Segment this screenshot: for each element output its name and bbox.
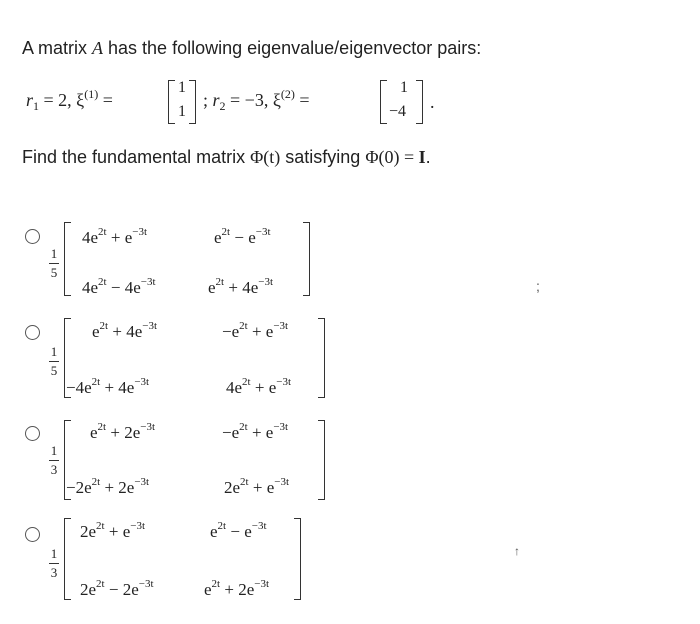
matrix-entry-22: $e^{2t} + 2e^{-3t}$ bbox=[204, 578, 270, 599]
matrix-right-bracket bbox=[294, 518, 301, 600]
question-intro: A matrix A has the following eigenvalue/eigenvector pairs: bbox=[22, 38, 482, 58]
matrix-right-bracket bbox=[318, 318, 325, 398]
vector2-entry-top: 1 bbox=[400, 79, 408, 96]
option-radio[interactable] bbox=[25, 426, 40, 441]
stray-mark: ; bbox=[536, 278, 540, 294]
matrix-entry-21: $-4e^{2t} + 4e^{-3t}$ bbox=[66, 376, 150, 397]
matrix-entry-21: $4e^{2t} - 4e^{-3t}$ bbox=[82, 276, 156, 297]
eigen-pairs: $r_1 = 2$, $\xi^{(1)}$ = bbox=[26, 87, 113, 113]
vector1-entry-top: 1 bbox=[178, 79, 186, 96]
vector2-entry-bottom: −4 bbox=[389, 103, 407, 120]
vector1-entry-bottom: 1 bbox=[178, 103, 186, 120]
matrix-entry-11: $4e^{2t} + e^{-3t}$ bbox=[82, 226, 148, 247]
matrix-symbol: A bbox=[92, 38, 104, 58]
matrix-left-bracket bbox=[64, 518, 71, 600]
option-coefficient: 1 3 bbox=[50, 546, 58, 580]
stray-mark: ↑ bbox=[514, 544, 520, 558]
matrix-entry-21: $2e^{2t} - 2e^{-3t}$ bbox=[80, 578, 154, 599]
matrix-entry-22: $4e^{2t} + e^{-3t}$ bbox=[226, 376, 292, 397]
option-coefficient: 1 5 bbox=[50, 344, 58, 378]
matrix-entry-12: $e^{2t} - e^{-3t}$ bbox=[210, 520, 267, 541]
matrix-entry-12: $-e^{2t} + e^{-3t}$ bbox=[222, 421, 289, 442]
question-prompt: Find the fundamental matrix Φ(t) satisfying Φ(0) = I. bbox=[22, 147, 431, 167]
option-radio[interactable] bbox=[25, 229, 40, 244]
matrix-entry-12: $e^{2t} - e^{-3t}$ bbox=[214, 226, 271, 247]
matrix-entry-22: $e^{2t} + 4e^{-3t}$ bbox=[208, 276, 274, 297]
option-coefficient: 1 5 bbox=[50, 246, 58, 280]
eigen-pairs-period: . bbox=[430, 92, 435, 112]
matrix-entry-11: $e^{2t} + 2e^{-3t}$ bbox=[90, 421, 156, 442]
matrix-right-bracket bbox=[318, 420, 325, 500]
matrix-entry-11: $e^{2t} + 4e^{-3t}$ bbox=[92, 320, 158, 341]
option-coefficient: 1 3 bbox=[50, 443, 58, 477]
option-radio[interactable] bbox=[25, 325, 40, 340]
matrix-entry-12: $-e^{2t} + e^{-3t}$ bbox=[222, 320, 289, 341]
vector2-left-bracket bbox=[380, 80, 387, 124]
option-radio[interactable] bbox=[25, 527, 40, 542]
vector1-left-bracket bbox=[168, 80, 175, 124]
eigen-pairs-second: ; $r_2 = -3$, $\xi^{(2)}$ = bbox=[203, 87, 310, 113]
matrix-entry-11: $2e^{2t} + e^{-3t}$ bbox=[80, 520, 146, 541]
matrix-left-bracket bbox=[64, 222, 71, 296]
matrix-entry-22: $2e^{2t} + e^{-3t}$ bbox=[224, 476, 290, 497]
matrix-entry-21: $-2e^{2t} + 2e^{-3t}$ bbox=[66, 476, 150, 497]
vector2-right-bracket bbox=[416, 80, 423, 124]
matrix-right-bracket bbox=[303, 222, 310, 296]
vector1-right-bracket bbox=[189, 80, 196, 124]
